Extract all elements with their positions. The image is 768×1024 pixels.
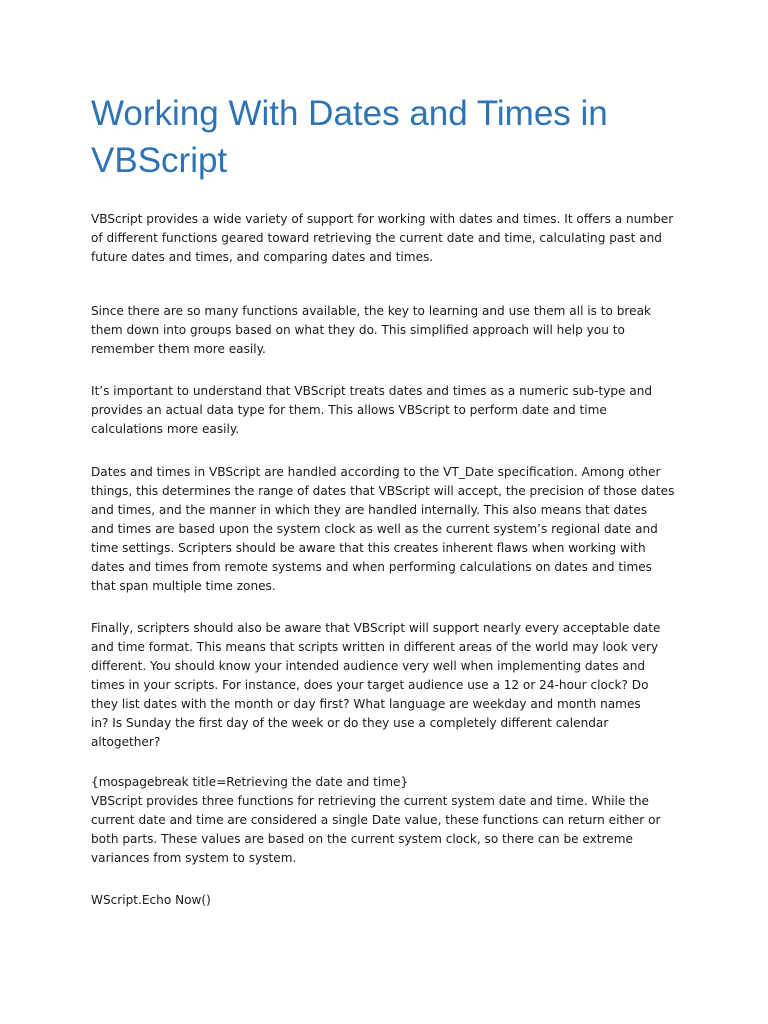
paragraph-intro: VBScript provides a wide variety of support for working with dates and times. It offers a number of different functions geared toward retrieving the current date and time, calculating past and future dates and times, and comparing dates and times.: [91, 212, 674, 264]
paragraph-vt-date: Dates and times in VBScript are handled according to the VT_Date specification. Among other things, this determines the range of dates that VBScript will accept, the precision of those dates and times, and the manner in which they are handled internally. This also means that dates and times are based upon the system clock as well as the current system’s regional date and time settings. Scripters should be aware that this creates inherent flaws when working with dates and times from remote systems and when performing calculations on dates and times that span multiple time zones.: [91, 465, 675, 593]
paragraph-retrieving-date-time: {mospagebreak title=Retrieving the date and time} VBScript provides three functions for retrieving the current system date and time. While the current date and time are considered a single Date value, these functions can return either or both parts. These values are based on the current system clock, so there can be extreme variances from system to system.: [91, 775, 661, 865]
paragraph-functions-groups: Since there are so many functions available, the key to learning and use them all is to break them down into groups based on what they do. This simplified approach will help you to remember them more easily.: [91, 304, 651, 356]
paragraph-numeric-subtype: It’s important to understand that VBScript treats dates and times as a numeric sub-type and provides an actual data type for them. This allows VBScript to perform date and time calculations more easily.: [91, 384, 653, 436]
code-line-echo-now: WScript.Echo Now(): [91, 893, 211, 907]
paragraph-date-formats: Finally, scripters should also be aware that VBScript will support nearly every acceptable date and time format. This means that scripts written in different areas of the world may look very different. You should know your intended audience very well when implementing dates and times in your scripts. For instance, does your target audience use a 12 or 24-hour clock? Do they list dates with the month or day first? What language are weekday and month names in? Is Sunday the first day of the week or do they use a completely different calendar altogether?: [91, 621, 661, 749]
document-title: Working With Dates and Times in VBScript: [91, 94, 608, 180]
